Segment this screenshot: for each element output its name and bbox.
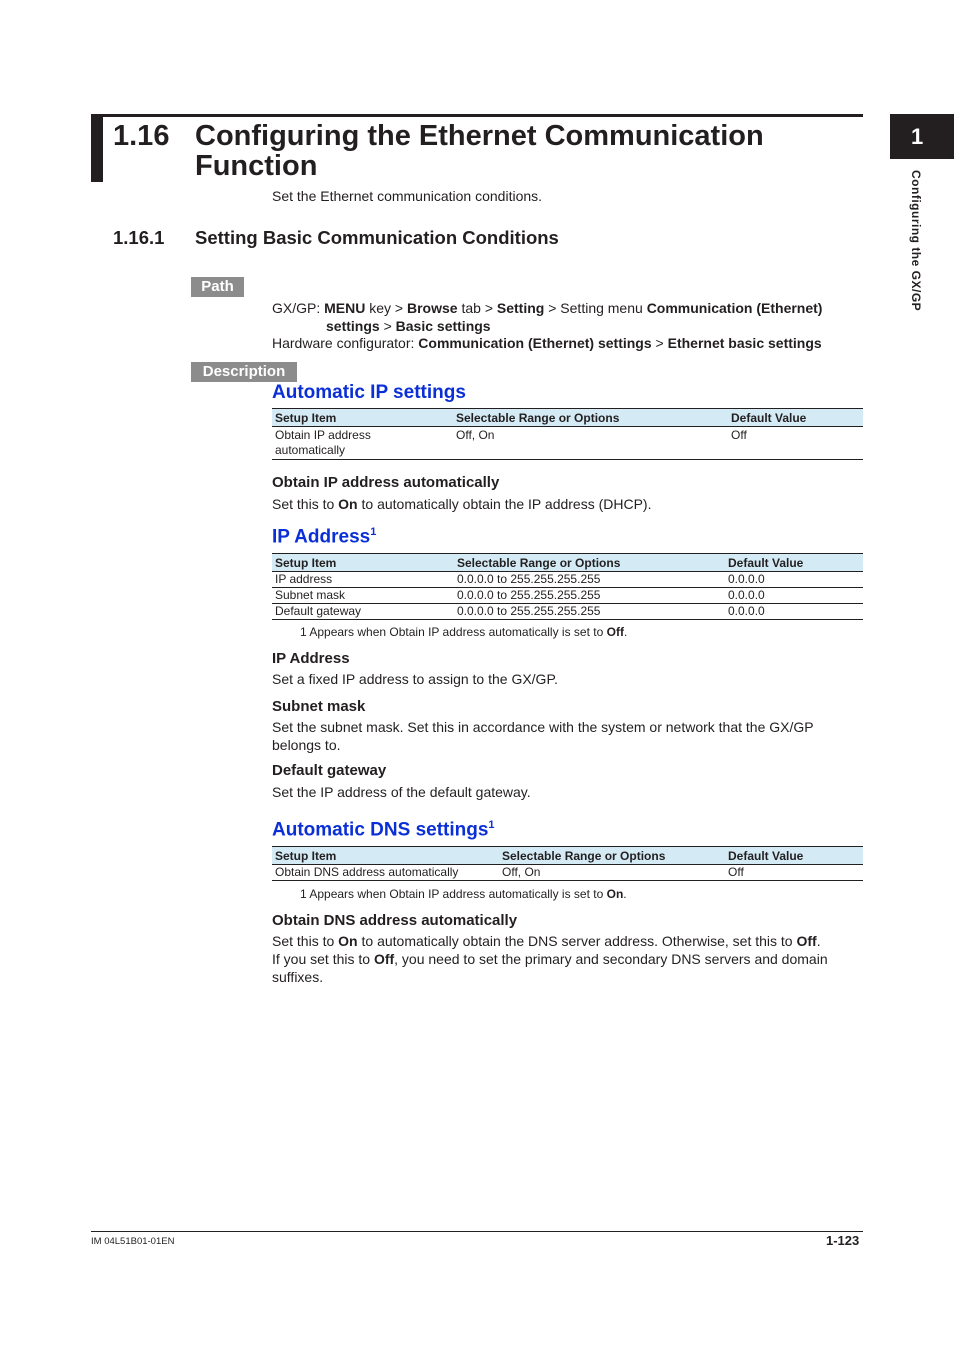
text-run: . [623,887,627,901]
bold-text-run: Ethernet basic settings [667,335,822,351]
text-run: to automatically obtain the IP address (DHCP). [357,496,652,512]
subsection-title: Setting Basic Communication Conditions [195,227,559,248]
chapter-tab [890,114,954,159]
document-id: IM 04L51B01-01EN [91,1236,175,1247]
auto-dns-description-1 [272,932,857,950]
table-cell: Off [728,427,863,460]
table-cell: Default gateway [272,604,454,620]
column-header: Selectable Range or Options [499,847,725,865]
table-cell: 0.0.0.0 to 255.255.255.255 [454,572,725,588]
table-cell: Off, On [499,865,725,881]
text-run: . [623,625,628,639]
table-cell: Off [725,865,863,881]
auto-ip-table [272,408,863,460]
table-cell: 0.0.0.0 to 255.255.255.255 [454,604,725,620]
auto-dns-heading [272,819,495,841]
footnote-marker: 1 [370,526,377,538]
bold-text-run: settings [326,318,380,334]
text-run: If you set this to [272,951,374,967]
ip-address-heading-text: IP Address [272,526,371,548]
column-header: Default Value [728,409,863,427]
auto-dns-description-2 [272,950,857,986]
bold-text-run: Communication (Ethernet) settings [418,335,652,351]
subnet-mask-text: Set the subnet mask. Set this in accordance with the system or network that the GX/GP belongs to. [272,719,814,753]
default-gateway-text: Set the IP address of the default gateway. [272,784,531,800]
text-run: Hardware configurator: [272,335,419,351]
path-line-2 [326,317,491,335]
text-run: to automatically obtain the DNS server address. Otherwise, set this to [357,933,797,949]
auto-ip-subheading: Obtain IP address automatically [272,474,500,491]
table-cell: 0.0.0.0 [725,572,863,588]
chapter-number: 1.16 [113,120,170,152]
table-cell: Subnet mask [272,588,454,604]
table-header-row [272,409,863,427]
bold-text-run: Off [606,625,624,639]
table-header-row [272,847,863,865]
table-cell: Obtain DNS address automatically [272,865,499,881]
ip-address-item-title: IP Address [272,650,350,667]
table-cell: 0.0.0.0 [725,588,863,604]
text-run: Set this to [272,933,339,949]
table-cell: Off, On [453,427,728,460]
table-cell: 0.0.0.0 to 255.255.255.255 [454,588,725,604]
bold-text-run: MENU [324,300,366,316]
text-run: , you need to set the primary and secondary DNS servers and domain suffixes. [272,951,828,985]
text-run: 1 Appears when Obtain IP address automatically is set to [300,625,607,639]
table-row [272,427,863,460]
path-label: Path [191,277,244,297]
column-header: Default Value [725,847,863,865]
table-cell: IP address [272,572,454,588]
bold-text-run: Off [373,951,395,967]
text-run: . [816,933,821,949]
text-run: > Setting menu [544,300,647,316]
table-cell: 0.0.0.0 [725,604,863,620]
text-run: > [379,318,396,334]
column-header: Setup Item [272,554,454,572]
intro-text: Set the Ethernet communication conditions. [272,188,543,204]
page-number: 1-123 [826,1233,860,1248]
table-header-row [272,554,863,572]
bold-text-run: On [606,887,624,901]
chapter-tab-number: 1 [911,124,924,149]
table-row [272,572,863,588]
text-run: GX/GP: [272,300,325,316]
column-header: Setup Item [272,847,499,865]
column-header: Selectable Range or Options [454,554,725,572]
ip-address-footnote [300,625,627,639]
bold-text-run: Basic settings [395,318,491,334]
auto-ip-description [272,495,652,513]
auto-dns-heading-text: Automatic DNS settings [272,819,489,841]
subsection-number: 1.16.1 [113,227,165,248]
title-bar [91,114,103,182]
top-rule [91,114,863,117]
table-row [272,588,863,604]
default-gateway-title: Default gateway [272,762,387,779]
column-header: Default Value [725,554,863,572]
table-row [272,865,863,881]
text-run: > [651,335,668,351]
footnote-marker: 1 [488,819,495,831]
table-row [272,604,863,620]
bold-text-run: Browse [407,300,458,316]
text-run: Set this to [272,496,339,512]
column-header: Setup Item [272,409,453,427]
auto-dns-subheading: Obtain DNS address automatically [272,912,518,929]
bold-text-run: Setting [496,300,545,316]
text-run: tab > [457,300,497,316]
auto-dns-footnote [300,887,627,901]
bold-text-run: On [338,496,358,512]
subnet-mask-title: Subnet mask [272,698,366,715]
footer-rule [91,1231,863,1232]
description-label: Description [191,362,297,382]
path-line-1 [272,299,822,317]
bold-text-run: On [338,933,358,949]
chapter-tab-text: Configuring the GX/GP [909,170,923,312]
text-run: 1 Appears when Obtain IP address automatically is set to [300,887,607,901]
column-header: Selectable Range or Options [453,409,728,427]
path-line-3 [272,334,822,352]
ip-address-heading [272,526,376,548]
text-run: key > [365,300,407,316]
auto-dns-table [272,846,863,881]
ip-address-item-text: Set a fixed IP address to assign to the GX/GP. [272,671,558,687]
chapter-title: Configuring the Ethernet Communication Function [195,120,764,182]
ip-address-table [272,553,863,620]
table-cell: Obtain IP address automatically [272,427,453,460]
bold-text-run: Communication (Ethernet) [646,300,823,316]
auto-ip-heading: Automatic IP settings [272,382,466,403]
bold-text-run: Off [796,933,817,949]
